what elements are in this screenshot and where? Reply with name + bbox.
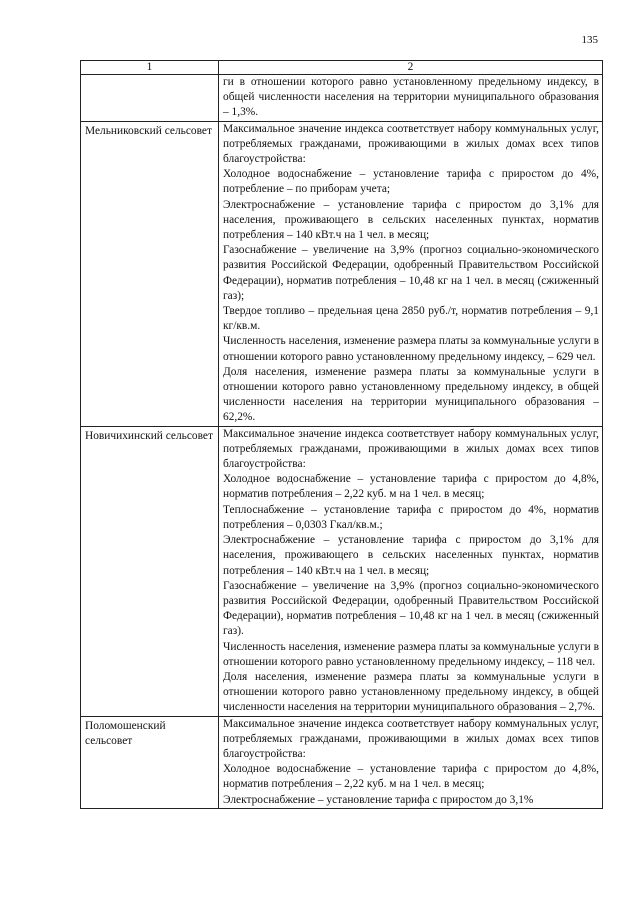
paragraph: Газоснабжение – увеличение на 3,9% (прогноз социально-экономического развития Российской Федерации, одобренный Правительством Российской Федерации), норматив потребления – 10,48 кг на 1 чел. в месяц (сжиженный газ);	[223, 244, 599, 302]
table-header-row	[81, 61, 603, 75]
table-row	[81, 426, 603, 716]
municipality-name: Мельниковский сельсовет	[81, 121, 219, 426]
paragraph: Холодное водоснабжение – установление тарифа с приростом до 4%, потребление – по приборам учета;	[223, 168, 599, 196]
paragraph: ги в отношении которого равно установленному предельному индексу, в общей численности населения на территории муниципального образования – 1,3%.	[223, 76, 599, 119]
paragraph: Электроснабжение – установление тарифа с приростом до 3,1% для населения, проживающего в сельских населенных пунктах, норматив потребления – 140 кВт.ч на 1 чел. в месяц;	[223, 198, 599, 242]
municipality-name: Поломошенский сельсовет	[81, 716, 219, 808]
paragraph: Холодное водоснабжение – установление тарифа с приростом до 4,8%, норматив потребления – 2,22 куб. м на 1 чел. в месяц;	[223, 763, 599, 791]
column-header-2: 2	[219, 61, 603, 75]
municipality-name: Новичихинский сельсовет	[81, 426, 219, 716]
paragraph: Численность населения, изменение размера платы за коммунальные услуги в отношении которого равно установленному предельному индексу, – 118 чел.	[223, 640, 599, 668]
paragraph: Теплоснабжение – установление тарифа с приростом до 4%, норматив потребления – 0,0303 Гкал/кв.м.;	[223, 503, 599, 531]
description-cell	[219, 75, 603, 122]
paragraph: Максимальное значение индекса соответствует набору коммунальных услуг, потребляемых гражданами, проживающими в жилых домах всех типов благоустройства:	[223, 427, 599, 471]
paragraph: Максимальное значение индекса соответствует набору коммунальных услуг, потребляемых гражданами, проживающими в жилых домах всех типов благоустройства:	[223, 122, 599, 166]
paragraph: Твердое топливо – предельная цена 2850 руб./т, норматив потребления – 9,1 кг/кв.м.	[223, 305, 599, 333]
paragraph: Максимальное значение индекса соответствует набору коммунальных услуг, потребляемых гражданами, проживающими в жилых домах всех типов благоустройства:	[223, 717, 599, 760]
paragraph: Газоснабжение – увеличение на 3,9% (прогноз социально-экономического развития Российской Федерации, одобренный Правительством Российской Федерации), норматив потребления – 10,48 кг на 1 чел. в месяц (сжиженный газ).	[223, 579, 599, 638]
paragraph: Холодное водоснабжение – установление тарифа с приростом до 4,8%, норматив потребления – 2,22 куб. м на 1 чел. в месяц;	[223, 473, 599, 501]
paragraph: Доля населения, изменение размера платы за коммунальные услуги в отношении которого равно установленному предельному индексу, в общей численности населения на территории муниципального образования – 62,2%.	[223, 365, 599, 424]
paragraph: Доля населения, изменение размера платы за коммунальные услуги в отношении которого равно установленному предельному индексу, в общей численности населения на территории муниципального образования – 2,7%.	[223, 670, 599, 714]
table-row	[81, 716, 603, 808]
description-cell	[219, 716, 603, 808]
municipal-index-table	[80, 60, 603, 809]
paragraph: Численность населения, изменение размера платы за коммунальные услуги в отношении которого равно установленному предельному индексу, – 629 чел.	[223, 335, 599, 363]
paragraph: Электроснабжение – установление тарифа с приростом до 3,1%	[223, 793, 534, 806]
description-cell	[219, 426, 603, 716]
description-cell	[219, 121, 603, 426]
table-row	[81, 121, 603, 426]
column-header-1: 1	[81, 61, 219, 75]
table-row	[81, 75, 603, 122]
page-number: 135	[581, 34, 598, 46]
paragraph: Электроснабжение – установление тарифа с приростом до 3,1% для населения, проживающего в сельских населенных пунктах, норматив потребления – 140 кВт.ч на 1 чел. в месяц;	[223, 534, 599, 577]
municipality-name	[81, 75, 219, 122]
